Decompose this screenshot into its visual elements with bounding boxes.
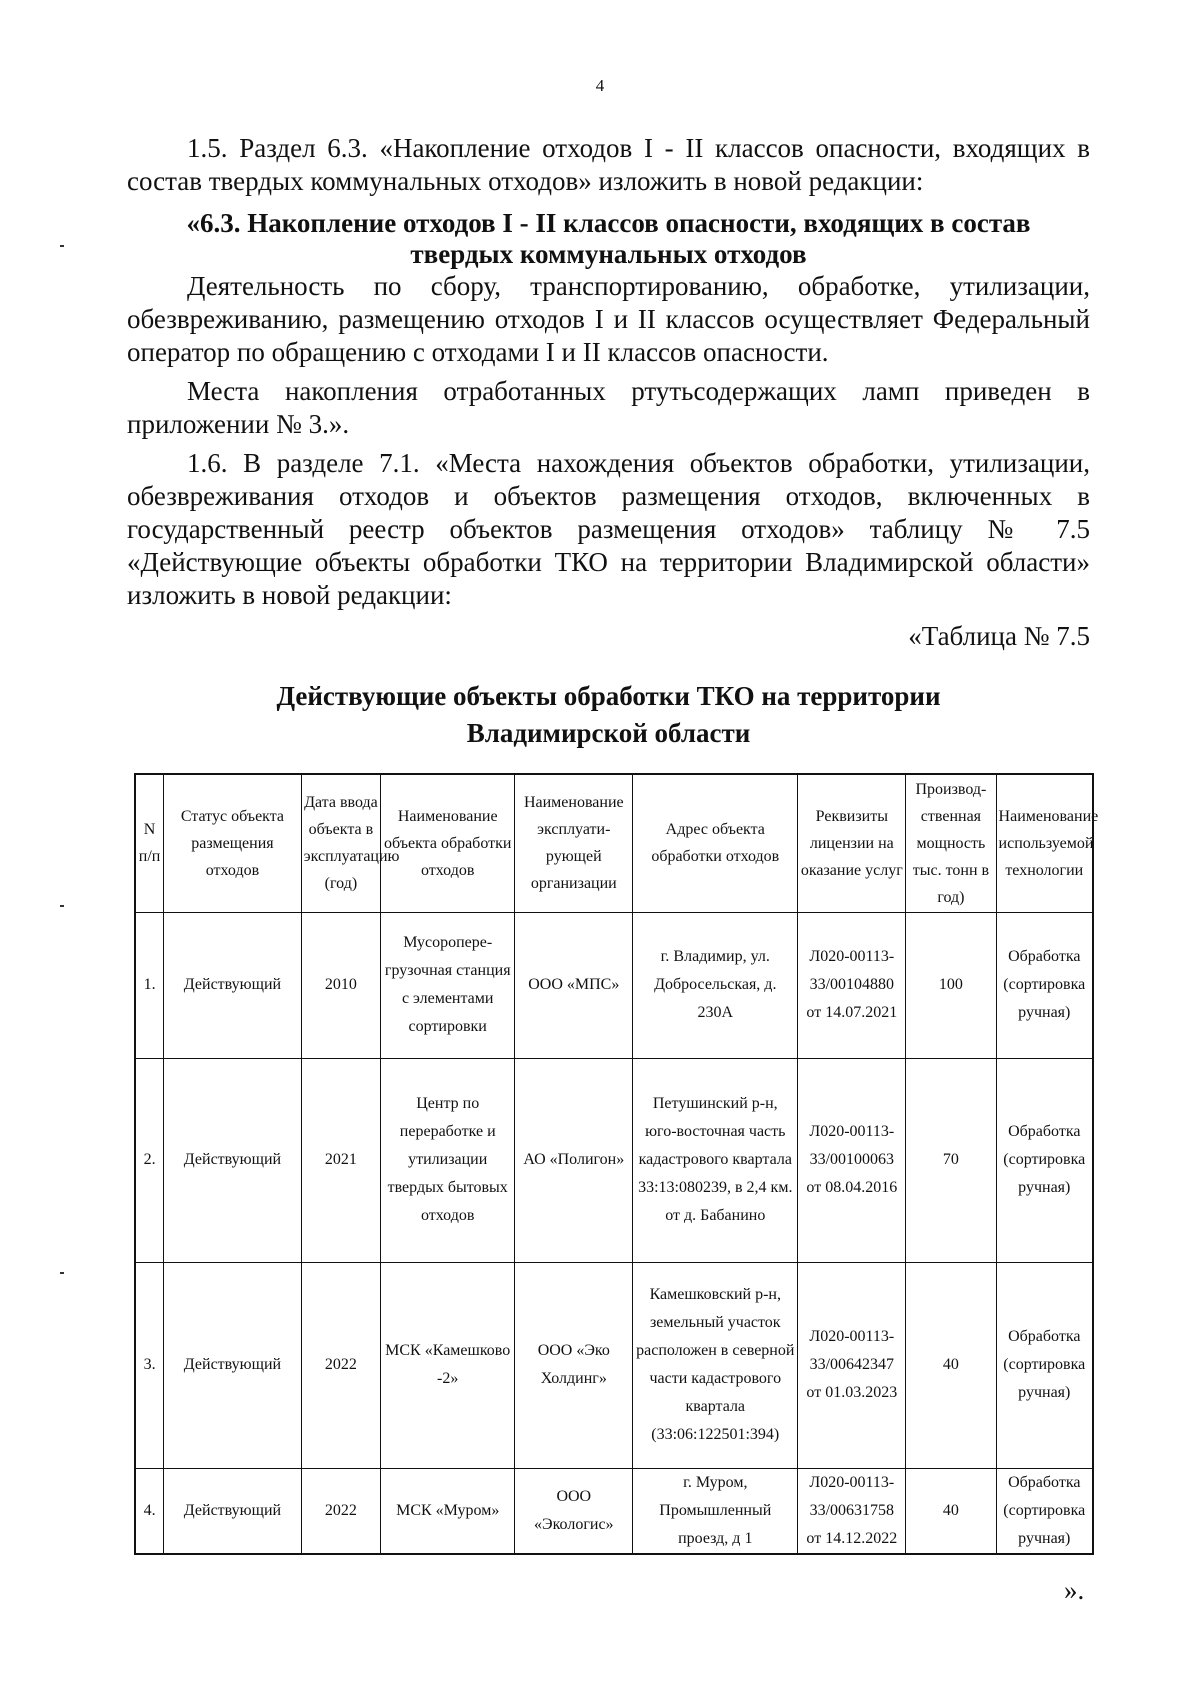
cell-status: Действующий bbox=[164, 1058, 302, 1262]
table-title-line1: Действующие объекты обработки ТКО на территории bbox=[276, 681, 941, 711]
cell-operator: ООО «Экологис» bbox=[515, 1468, 633, 1554]
cell-license: Л020-00113-33/00642347 от 01.03.2023 bbox=[798, 1262, 906, 1468]
table-row bbox=[135, 1262, 1093, 1468]
header-cell-object: Наименование объекта обработки отходов bbox=[381, 774, 515, 912]
header-cell-num: N п/п bbox=[135, 774, 164, 912]
header-cell-license: Реквизиты лицензии на оказание услуг bbox=[798, 774, 906, 912]
section-heading-line1: «6.3. Накопление отходов I - II классов опасности, входящих в состав bbox=[186, 208, 1031, 238]
header-cell-operator: Наименование эксплуати-рующей организации bbox=[515, 774, 633, 912]
cell-object: МСК «Камешково -2» bbox=[381, 1262, 515, 1468]
margin-mark bbox=[60, 245, 64, 247]
page-number: 4 bbox=[595, 76, 605, 95]
header-cell-status: Статус объекта размещения отходов bbox=[164, 774, 302, 912]
cell-year: 2022 bbox=[301, 1468, 380, 1554]
cell-object: МСК «Муром» bbox=[381, 1468, 515, 1554]
table-title-line2: Владимирской области bbox=[466, 718, 751, 748]
cell-year: 2010 bbox=[301, 912, 380, 1058]
cell-technology: Обработка (сортировка ручная) bbox=[996, 1262, 1093, 1468]
cell-technology: Обработка (сортировка ручная) bbox=[996, 1468, 1093, 1554]
cell-capacity: 40 bbox=[906, 1262, 996, 1468]
cell-license: Л020-00113-33/00104880 от 14.07.2021 bbox=[798, 912, 906, 1058]
cell-object: Центр по переработке и утилизации твердых бытовых отходов bbox=[381, 1058, 515, 1262]
cell-year: 2022 bbox=[301, 1262, 380, 1468]
header-cell-address: Адрес объекта обработки отходов bbox=[633, 774, 798, 912]
table-row bbox=[135, 1468, 1093, 1554]
cell-operator: ООО «МПС» bbox=[515, 912, 633, 1058]
section-heading bbox=[127, 208, 1090, 270]
table-row bbox=[135, 1058, 1093, 1262]
cell-address: Петушинский р-н, юго-восточная часть кадастрового квартала 33:13:080239, в 2,4 км. от д. Бабанино bbox=[633, 1058, 798, 1262]
cell-license: Л020-00113-33/00631758 от 14.12.2022 bbox=[798, 1468, 906, 1554]
cell-object: Мусоропере-грузочная станция с элементами сортировки bbox=[381, 912, 515, 1058]
cell-year: 2021 bbox=[301, 1058, 380, 1262]
cell-status: Действующий bbox=[164, 1262, 302, 1468]
paragraph-places: Места накопления отработанных ртутьсодержащих ламп приведен в приложении № 3.». bbox=[127, 376, 1090, 439]
table-title bbox=[127, 678, 1090, 752]
document-body bbox=[127, 132, 1090, 653]
cell-num: 2. bbox=[135, 1058, 164, 1262]
cell-status: Действующий bbox=[164, 912, 302, 1058]
margin-mark bbox=[60, 905, 64, 907]
cell-num: 4. bbox=[135, 1468, 164, 1554]
header-cell-year: Дата ввода объекта в эксплуатацию (год) bbox=[301, 774, 380, 912]
table-label: «Таблица № 7.5 bbox=[908, 621, 1090, 651]
margin-mark bbox=[60, 1272, 64, 1274]
cell-address: г. Владимир, ул. Добросельская, д. 230А bbox=[633, 912, 798, 1058]
cell-technology: Обработка (сортировка ручная) bbox=[996, 912, 1093, 1058]
cell-capacity: 70 bbox=[906, 1058, 996, 1262]
paragraph-1-5: 1.5. Раздел 6.3. «Накопление отходов I - II классов опасности, входящих в состав твердых коммунальных отходов» изложить в новой редакции: bbox=[127, 133, 1090, 196]
cell-address: г. Муром, Промышленный проезд, д 1 bbox=[633, 1468, 798, 1554]
paragraph-1-6: 1.6. В разделе 7.1. «Места нахождения объектов обработки, утилизации, обезвреживания отходов и объектов размещения отходов, включенных в государственный реестр объектов размещения отходов» таблицу № 7.5 «Действующие объекты обработки ТКО на территории Владимирской области» изложить в новой редакции: bbox=[127, 448, 1090, 610]
cell-capacity: 100 bbox=[906, 912, 996, 1058]
cell-address: Камешковский р-н, земельный участок расположен в северной части кадастрового квартала (33:06:122501:394) bbox=[633, 1262, 798, 1468]
header-cell-capacity: Производ-ственная мощность тыс. тонн в год) bbox=[906, 774, 996, 912]
header-cell-technology: Наименование используемой технологии bbox=[996, 774, 1093, 912]
cell-technology: Обработка (сортировка ручная) bbox=[996, 1058, 1093, 1262]
cell-num: 1. bbox=[135, 912, 164, 1058]
cell-capacity: 40 bbox=[906, 1468, 996, 1554]
table-row bbox=[135, 912, 1093, 1058]
paragraph-activity: Деятельность по сбору, транспортированию, обработке, утилизации, обезвреживанию, размещению отходов I и II классов осуществляет Федеральный оператор по обращению с отходами I и II классов опасности. bbox=[127, 271, 1090, 367]
facilities-table bbox=[134, 773, 1099, 1555]
cell-status: Действующий bbox=[164, 1468, 302, 1554]
table-header-row bbox=[135, 774, 1093, 912]
section-heading-line2: твердых коммунальных отходов bbox=[410, 239, 807, 269]
cell-license: Л020-00113-33/00100063 от 08.04.2016 bbox=[798, 1058, 906, 1262]
cell-operator: ООО «Эко Холдинг» bbox=[515, 1262, 633, 1468]
closing-quote-mark: ». bbox=[1064, 1575, 1085, 1605]
cell-num: 3. bbox=[135, 1262, 164, 1468]
cell-operator: АО «Полигон» bbox=[515, 1058, 633, 1262]
